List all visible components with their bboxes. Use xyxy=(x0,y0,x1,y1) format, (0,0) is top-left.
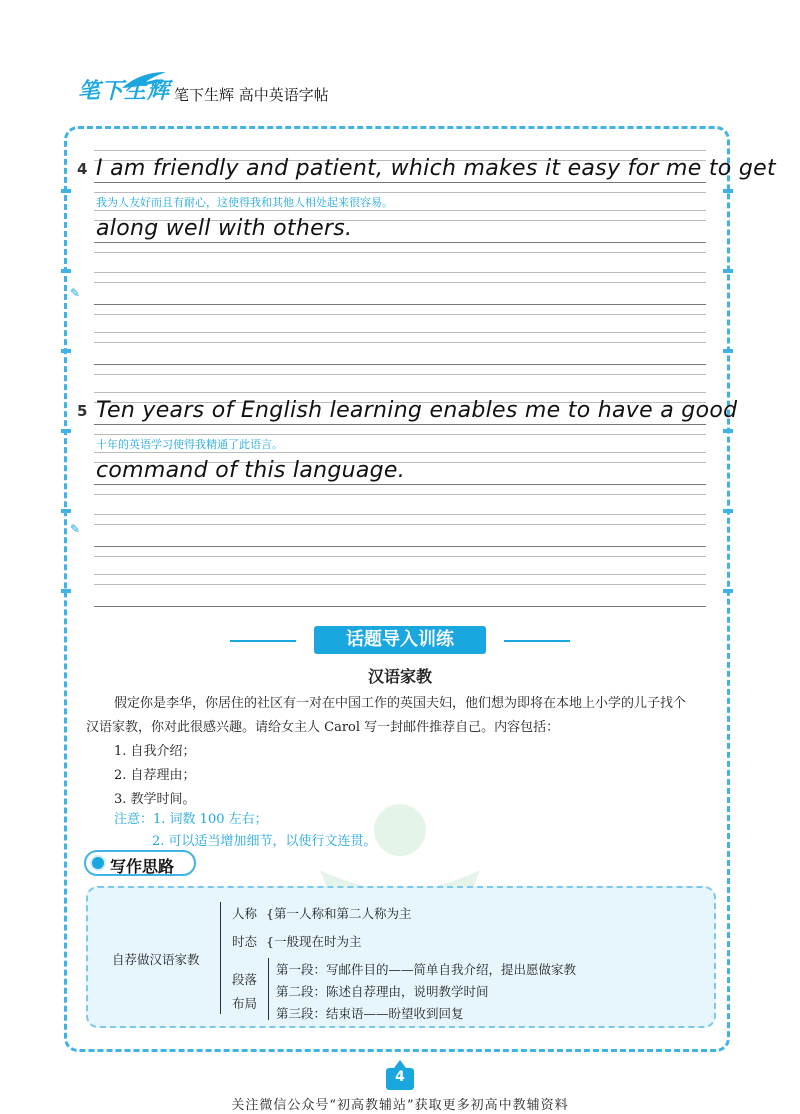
footer-note: 关注微信公众号“初高教辅站”获取更多初高中教辅资料 xyxy=(231,1098,569,1113)
exercise-number: 4 xyxy=(77,160,88,178)
outline-tense-value: {一般现在时为主 xyxy=(266,934,362,949)
exercise-translation: 十年的英语学习使得我精通了此语言。 xyxy=(96,438,283,451)
outline-paragraph: 第二段：陈述自荐理由，说明教学时间 xyxy=(276,984,489,999)
exercise-sentence-line2: command of this language. xyxy=(96,458,406,483)
exercise-number: 5 xyxy=(77,402,88,420)
writing-ideas-tag xyxy=(84,850,196,876)
outline-person-value: {第一人称和第二人称为主 xyxy=(266,906,412,921)
outline-root: 自荐做汉语家教 xyxy=(112,952,200,967)
page-header xyxy=(72,70,732,110)
outline-brace xyxy=(220,902,221,1014)
outline-paragraph: 第三段：结束语——盼望收到回复 xyxy=(276,1006,464,1021)
outline-layout-label: 段落 xyxy=(232,972,258,987)
topic-subtitle: 汉语家教 xyxy=(367,667,432,686)
outline-brace xyxy=(268,958,269,1020)
writing-ideas-label: 写作思路 xyxy=(110,857,175,876)
note-line: 注意：1. 词数 100 左右； xyxy=(114,812,268,827)
note-line: 2. 可以适当增加细节，以使行文连贯。 xyxy=(152,834,377,849)
exercise-translation: 我为人友好而且有耐心，这使得我和其他人相处起来很容易。 xyxy=(96,196,393,209)
exercise-sentence-line1: I am friendly and patient, which makes it easy for me to get xyxy=(96,156,776,181)
page-number: 4 xyxy=(395,1069,405,1085)
pencil-icon: ✎ xyxy=(70,286,81,300)
outline-person-label: 人称 xyxy=(232,906,258,921)
pencil-icon: ✎ xyxy=(70,522,81,536)
outline-paragraph: 第一段：写邮件目的——简单自我介绍，提出愿做家教 xyxy=(276,962,577,977)
brand-logo: 笔下生辉 xyxy=(78,78,171,104)
page-number-badge xyxy=(382,1060,418,1090)
prompt-item: 3. 教学时间。 xyxy=(114,792,196,807)
topic-banner-title: 话题导入训练 xyxy=(314,626,486,654)
exercise-sentence-line1: Ten years of English learning enables me to have a good xyxy=(96,398,738,423)
outline-layout-label: 布局 xyxy=(232,996,258,1011)
prompt-line: 假定你是李华，你居住的社区有一对在中国工作的英国夫妇，他们想为即将在本地上小学的儿子找个 xyxy=(114,696,687,711)
header-title: 笔下生辉 高中英语字帖 xyxy=(174,86,329,104)
prompt-item: 2. 自荐理由； xyxy=(114,768,196,783)
bullet-icon xyxy=(92,857,104,869)
outline-tense-label: 时态 xyxy=(232,934,258,949)
prompt-line: 汉语家教，你对此很感兴趣。请给女主人 Carol 写一封邮件推荐自己。内容包括： xyxy=(86,720,560,735)
prompt-item: 1. 自我介绍； xyxy=(114,744,196,759)
topic-banner xyxy=(230,626,570,654)
exercise-sentence-line2: along well with others. xyxy=(96,216,353,241)
